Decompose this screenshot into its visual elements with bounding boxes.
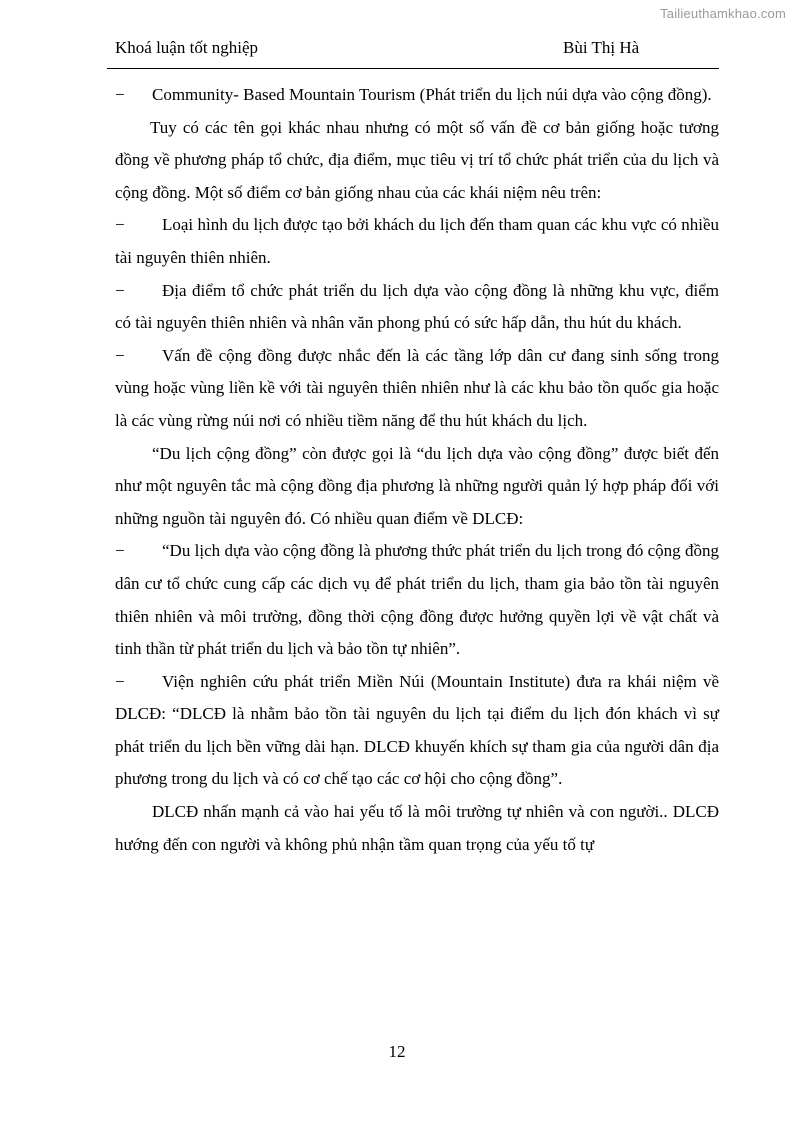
page-number: 12 — [388, 1042, 406, 1061]
paragraph-1 — [115, 79, 719, 112]
document-body — [115, 79, 719, 861]
bullet-dash: − — [115, 345, 125, 365]
paragraph-5 — [115, 340, 719, 438]
paragraph-8 — [115, 666, 719, 796]
paragraph-text: Community- Based Mountain Tourism (Phát triển du lịch núi dựa vào cộng đồng). — [152, 85, 712, 104]
page-header — [115, 38, 718, 60]
bullet-dash: − — [115, 541, 125, 561]
paragraph-text: Địa điểm tổ chức phát triển du lịch dựa vào cộng đồng là những khu vực, điểm có tài nguyên thiên nhiên và nhân văn phong phú có sức hấp dẫn, thu hút du khách. — [115, 280, 719, 333]
bullet-dash: − — [115, 85, 125, 104]
bullet-dash: − — [115, 215, 125, 235]
paragraph-text: Viện nghiên cứu phát triển Miền Núi (Mountain Institute) đưa ra khái niệm về DLCĐ: “DLCĐ là nhằm bảo tồn tài nguyên du lịch tại điểm du lịch đón khách vì sự phát triển du lịch bền vững dài hạn. DLCĐ khuyến khích sự tham gia của người dân địa phương trong du lịch và có cơ chế tạo các cơ hội cho cộng đồng”. — [115, 671, 719, 789]
header-divider — [107, 68, 719, 69]
header-author: Bùi Thị Hà — [563, 38, 640, 57]
paragraph-7 — [115, 535, 719, 665]
paragraph-9: DLCĐ nhấn mạnh cả vào hai yếu tố là môi trường tự nhiên và con người.. DLCĐ hướng đến con người và không phủ nhận tầm quan trọng của yếu tố tự — [115, 802, 719, 854]
bullet-dash: − — [115, 671, 125, 691]
paragraph-text: Loại hình du lịch được tạo bởi khách du lịch đến tham quan các khu vực có nhiều tài nguyên thiên nhiên. — [115, 215, 719, 267]
bullet-dash: − — [115, 280, 125, 300]
paragraph-text: “Du lịch dựa vào cộng đồng là phương thức phát triển du lịch trong đó cộng đồng dân cư tổ chức cung cấp các dịch vụ để phát triển du lịch, tham gia bảo tồn tài nguyên thiên nhiên và môi trường, đồng thời cộng đồng được hưởng quyền lợi về vật chất và tinh thần từ phát triển du lịch và bảo tồn tự nhiên”. — [115, 541, 719, 659]
paragraph-3 — [115, 209, 719, 274]
paragraph-4 — [115, 275, 719, 340]
paragraph-6: “Du lịch cộng đồng” còn được gọi là “du lịch dựa vào cộng đồng” được biết đến như một nguyên tắc mà cộng đồng địa phương là những người quản lý hợp pháp đối với những nguồn tài nguyên đó. Có nhiều quan điểm về DLCĐ: — [115, 443, 719, 528]
header-thesis-title: Khoá luận tốt nghiệp — [115, 38, 259, 57]
paragraph-2: Tuy có các tên gọi khác nhau nhưng có một số vấn đề cơ bản giống hoặc tương đồng về phương pháp tổ chức, địa điểm, mục tiêu vị trí tổ chức phát triển của du lịch và cộng đồng. Một số điểm cơ bản giống nhau của các khái niệm nêu trên: — [115, 117, 719, 202]
watermark: Tailieuthamkhao.com — [660, 6, 786, 21]
paragraph-text: Vấn đề cộng đồng được nhắc đến là các tầng lớp dân cư đang sinh sống trong vùng hoặc vùng liền kề với tài nguyên thiên nhiên như là các khu bảo tồn quốc gia hoặc là các vùng rừng núi nơi có nhiều tiềm năng để thu hút khách du lịch. — [115, 345, 719, 430]
